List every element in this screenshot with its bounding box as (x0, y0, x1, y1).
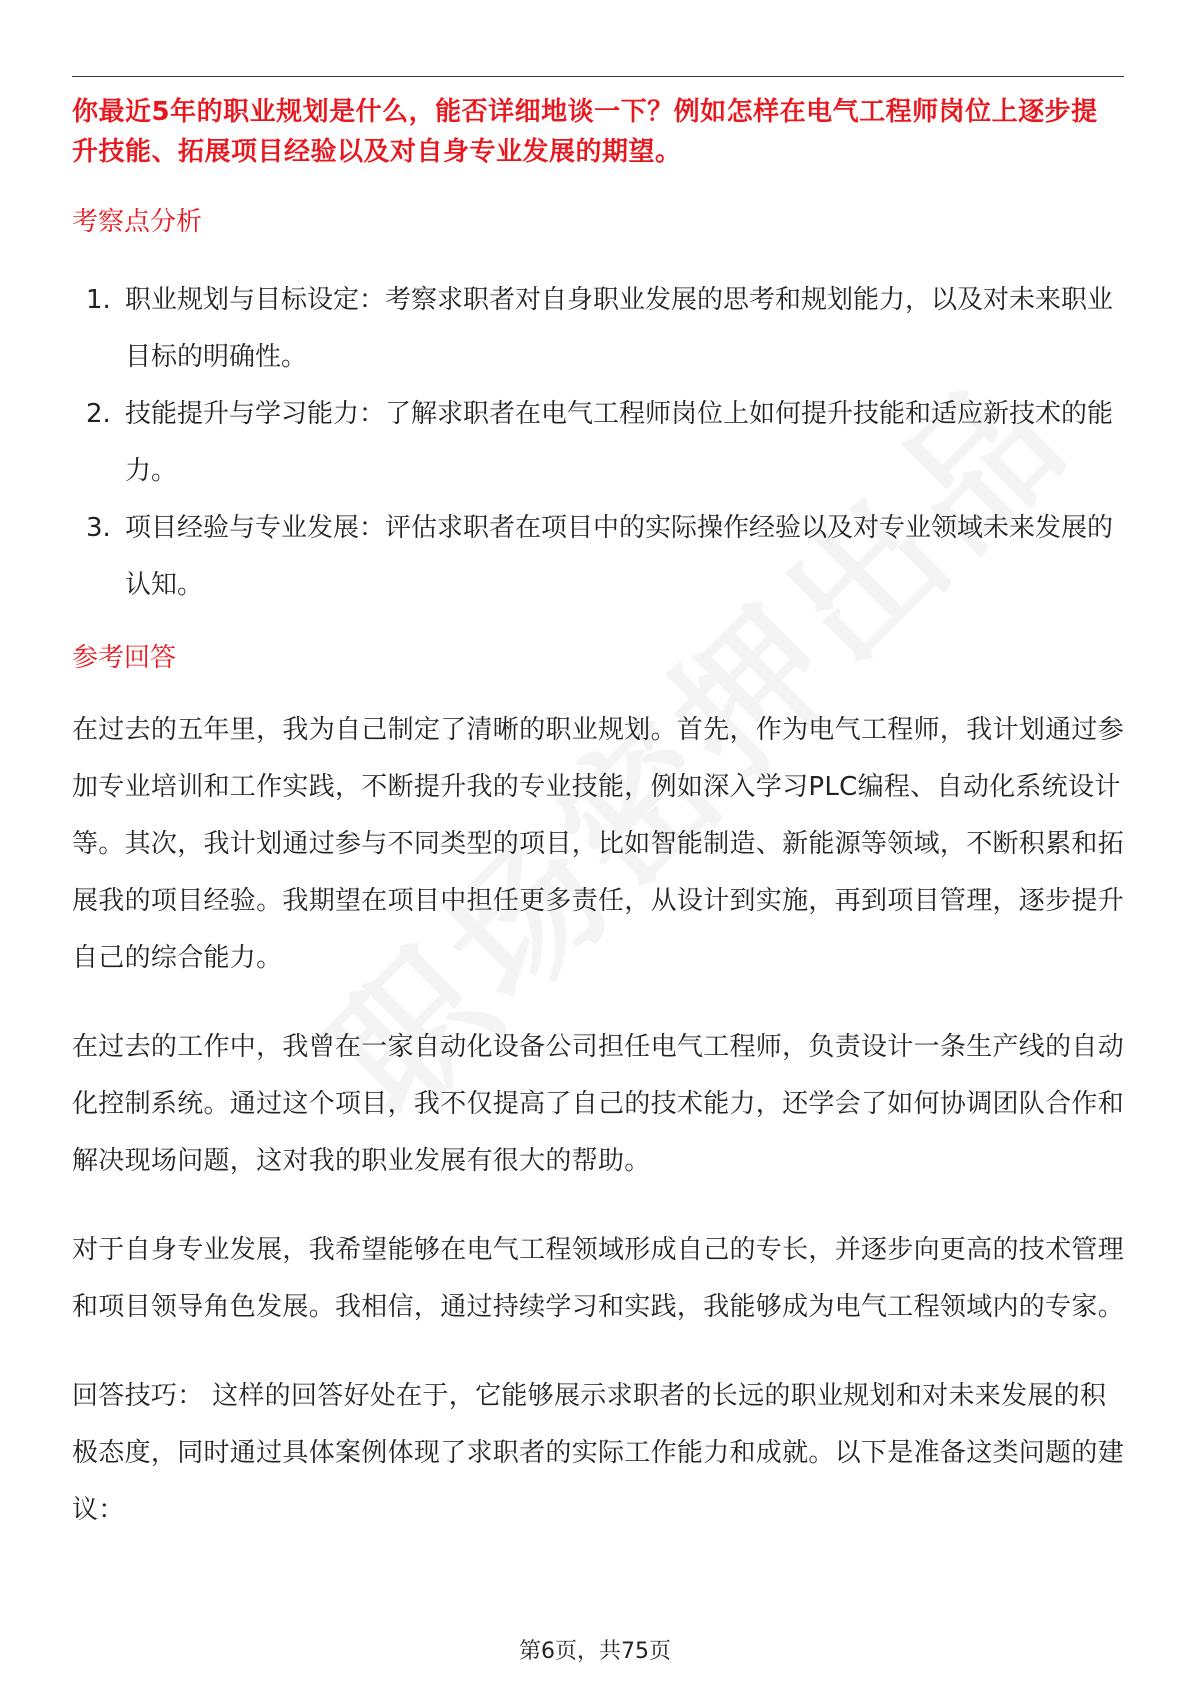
list-item-text: 职业规划与目标设定：考察求职者对自身职业发展的思考和规划能力，以及对未来职业目标的明确性。 (125, 285, 1114, 372)
answer-heading: 参考回答 (72, 643, 177, 673)
answer-tips-paragraph: 回答技巧： 这样的回答好处在于，它能够展示求职者的长远的职业规划和对未来发展的积极态度，同时通过具体案例体现了求职者的实际工作能力和成就。以下是准备这类问题的建议： (72, 1381, 1125, 1525)
analysis-list (72, 272, 1124, 614)
page-number: 第6页，共75页 (519, 1639, 671, 1664)
answer-paragraph: 在过去的五年里，我为自己制定了清晰的职业规划。首先，作为电气工程师，我计划通过参加专业培训和工作实践，不断提升我的专业技能，例如深入学习PLC编程、自动化系统设计等。其次，我计划通过参与不同类型的项目，比如智能制造、新能源等领域，不断积累和拓展我的项目经验。我期望在项目中担任更多责任，从设计到实施，再到项目管理，逐步提升自己的综合能力。 (72, 715, 1125, 973)
list-item-text: 技能提升与学习能力：了解求职者在电气工程师岗位上如何提升技能和适应新技术的能力。 (125, 399, 1114, 486)
list-item-number: 3. (86, 513, 111, 543)
list-item-text: 项目经验与专业发展：评估求职者在项目中的实际操作经验以及对专业领域未来发展的认知。 (125, 513, 1114, 600)
list-item (72, 500, 1124, 614)
list-item (72, 272, 1124, 386)
list-item-number: 2. (86, 399, 111, 429)
answer-body (72, 702, 1124, 1539)
top-divider (72, 76, 1124, 77)
analysis-heading: 考察点分析 (72, 207, 203, 237)
answer-paragraph: 对于自身专业发展，我希望能够在电气工程领域形成自己的专长，并逐步向更高的技术管理和项目领导角色发展。我相信，通过持续学习和实践，我能够成为电气工程领域内的专家。 (72, 1235, 1125, 1322)
list-item (72, 386, 1124, 500)
list-item-number: 1. (86, 285, 111, 315)
question-title: 你最近5年的职业规划是什么，能否详细地谈一下？例如怎样在电气工程师岗位上逐步提升技能、拓展项目经验以及对自身专业发展的期望。 (72, 97, 1098, 167)
answer-paragraph: 在过去的工作中，我曾在一家自动化设备公司担任电气工程师，负责设计一条生产线的自动化控制系统。通过这个项目，我不仅提高了自己的技术能力，还学会了如何协调团队合作和解决现场问题，这对我的职业发展有很大的帮助。 (72, 1032, 1125, 1176)
page-content (72, 92, 1124, 1539)
